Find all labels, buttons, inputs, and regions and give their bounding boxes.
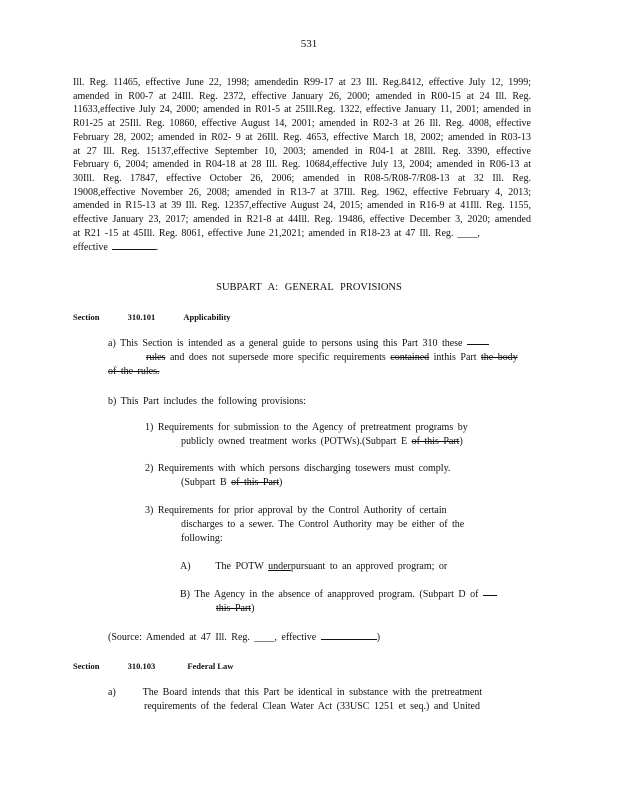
item-b3-B (180, 588, 540, 616)
section-label: Section (73, 661, 100, 671)
section2-subsection-a (108, 686, 538, 714)
section-title: Federal Law (187, 661, 234, 671)
subsection-a (108, 337, 528, 379)
section-title: Applicability (183, 312, 231, 322)
item-b2-line2: (Subpart B (181, 477, 227, 488)
item-B-text: The Agency in the absence of anapproved program. (Subpart D of (194, 589, 479, 600)
history-effective-label: effective (73, 242, 108, 254)
item-b2-label: 2) (145, 463, 154, 474)
item-b3-A (180, 560, 520, 574)
item-b3-line3: following: (181, 533, 223, 544)
item-b1-line2: publicly owned treatment works (POTWs).(Subpart E (181, 436, 408, 447)
subsection-b-text: This Part includes the following provisions: (120, 396, 306, 407)
struck-of-this-part: of this Part (411, 436, 460, 447)
section-label: Section (73, 312, 100, 322)
subsection-a-text-2: and does not supersede more specific requirements (169, 352, 386, 363)
page-number: 531 (300, 38, 318, 50)
deletion-rule (467, 343, 489, 345)
subpart-heading: SUBPART A: GENERAL PROVISIONS (216, 282, 402, 293)
section-number: 310.101 (127, 312, 156, 322)
subsection-b (108, 395, 528, 409)
struck-of-this-part-2: of this Part (231, 477, 279, 488)
source-note (108, 630, 528, 645)
subsection-b-label: b) (108, 396, 117, 407)
struck-body-of-rules: the body of the rules. (108, 352, 518, 377)
item-b1-label: 1) (145, 422, 154, 433)
close-paren: ) (459, 436, 463, 447)
close-paren: ) (251, 603, 255, 614)
item-b1-line1: Requirements for submission to the Agency of pretreatment programs by (157, 422, 468, 433)
item-b1 (145, 421, 525, 449)
struck-this-part: this Part (216, 603, 252, 614)
item-A-text-2: pursuant to an approved program; or (290, 561, 448, 572)
item-B-label: B) (180, 589, 190, 600)
effective-date-blank (112, 240, 156, 250)
section-heading-310-101 (73, 312, 231, 322)
subsection-a-text-3: inthis Part (433, 352, 477, 363)
item-b3-label: 3) (145, 505, 154, 516)
item-b3-line1: Requirements for prior approval by the Control Authority of certain (157, 505, 447, 516)
history-note: Ill. Reg. 11465, effective June 22, 1998; amendedin R99-17 at 23 Ill. Reg.8412, effective July 12, 1999; amended in R00-7 at 24Ill. Reg. 2372, effective January 26, 2000; amended in R00-15 at 24 Ill. Reg. 11633,effective July 24, 2000; amended in R01-5 at 25Ill.Reg. 1322, effective January 11, 2001; amended in R01-25 at 25Ill. Reg. 10860, effective August 14, 2001; amended in R02-3 at 26 Ill. Reg. 4008, effective February 28, 2002; amended in R02- 9 at 26Ill. Reg. 4653, effective March 18, 2002; amended in R03-13 at 27 Ill. Reg. 15137,effective September 10, 2003; amended in R04-1 at 28Ill. Reg. 3390, effective February 6, 2004; amended in R04-18 at 28 Ill. Reg. 10684,effective July 13, 2004; amended in R06-13 at 30Ill. Reg. 17847, effective October 26, 2006; amended in R08-5/R08-7/R08-13 at 32 Ill. Reg. 19008,effective November 26, 2008; amended in R13-7 at 37Ill. Reg. 1962, effective February 4, 2013; amended in R15-13 at 39 Ill. Reg. 12357,effective August 24, 2015; amended in R16-9 at 41Ill. Reg. 1155, effective January 23, 2017; amended in R21-8 at 44Ill. Reg. 19486, effective December 3, 2020; amended at R21 -15 at 45Ill. Reg. 8061, effective June 21,2021; amended in R18-23 at 47 Ill. Reg. ____, effective . (73, 77, 531, 254)
section2-a-label: a) (108, 687, 116, 698)
subsection-a-label: a) (108, 338, 116, 349)
section2-a-line2: requirements of the federal Clean Water Act (33USC 1251 et seq.) and United (144, 701, 480, 712)
history-text: Ill. Reg. 11465, effective June 22, 1998; amendedin R99-17 at 23 Ill. Reg.8412, effective July 12, 1999; amended in R00-7 at 24Ill. Reg. 2372, effective January 26, 2000; amended in R00-15 at 24 Ill. Reg. 11633,effective July 24, 2000; amended in R01-5 at 25Ill.Reg. 1322, effective January 11, 2001; amended in R01-25 at 25Ill. Reg. 10860, effective August 14, 2001; amended in R02-3 at 26 Ill. Reg. 4008, effective February 28, 2002; amended in R02- 9 at 26Ill. Reg. 4653, effective March 18, 2002; amended in R03-13 at 27 Ill. Reg. 15137,effective September 10, 2003; amended in R04-1 at 28Ill. Reg. 3390, effective February 6, 2004; amended in R04-18 at 28 Ill. Reg. 10684,effective July 13, 2004; amended in R06-13 at 30Ill. Reg. 17847, effective October 26, 2006; amended in R08-5/R08-7/R08-13 at 32 Ill. Reg. 19008,effective November 26, 2008; amended in R13-7 at 37Ill. Reg. 1962, effective February 4, 2013; amended in R15-13 at 39 Ill. Reg. 12357,effective August 24, 2015; amended in R16-9 at 41Ill. Reg. 1155, effective January 23, 2017; amended in R21-8 at 44Ill. Reg. 19486, effective December 3, 2020; amended at R21 -15 at 45Ill. Reg. 8061, effective June 21,2021; amended in R18-23 at 47 Ill. Reg. ____, (73, 77, 531, 239)
struck-contained: contained (390, 352, 430, 363)
item-b3 (145, 504, 525, 546)
item-b2-line1: Requirements with which persons discharging tosewers must comply. (157, 463, 451, 474)
underlined-under: under (268, 561, 291, 572)
source-effective-blank (321, 630, 377, 640)
close-paren: ) (279, 477, 283, 488)
deletion-rule (483, 594, 497, 596)
close-paren: ) (376, 632, 381, 643)
struck-rules: rules (146, 352, 166, 363)
subsection-a-text: This Section is intended as a general guide to persons using this Part 310 these (120, 338, 463, 349)
item-A-label: A) (180, 561, 191, 572)
section-number: 310.103 (127, 661, 156, 671)
section2-a-line1: The Board intends that this Part be identical in substance with the pretreatment (142, 687, 483, 698)
item-b3-line2: discharges to a sewer. The Control Authority may be either of the (181, 519, 465, 530)
section-heading-310-103 (73, 661, 233, 671)
item-A-text: The POTW (215, 561, 264, 572)
source-text: (Source: Amended at 47 Ill. Reg. ____, effective (108, 632, 317, 643)
item-b2 (145, 462, 525, 490)
